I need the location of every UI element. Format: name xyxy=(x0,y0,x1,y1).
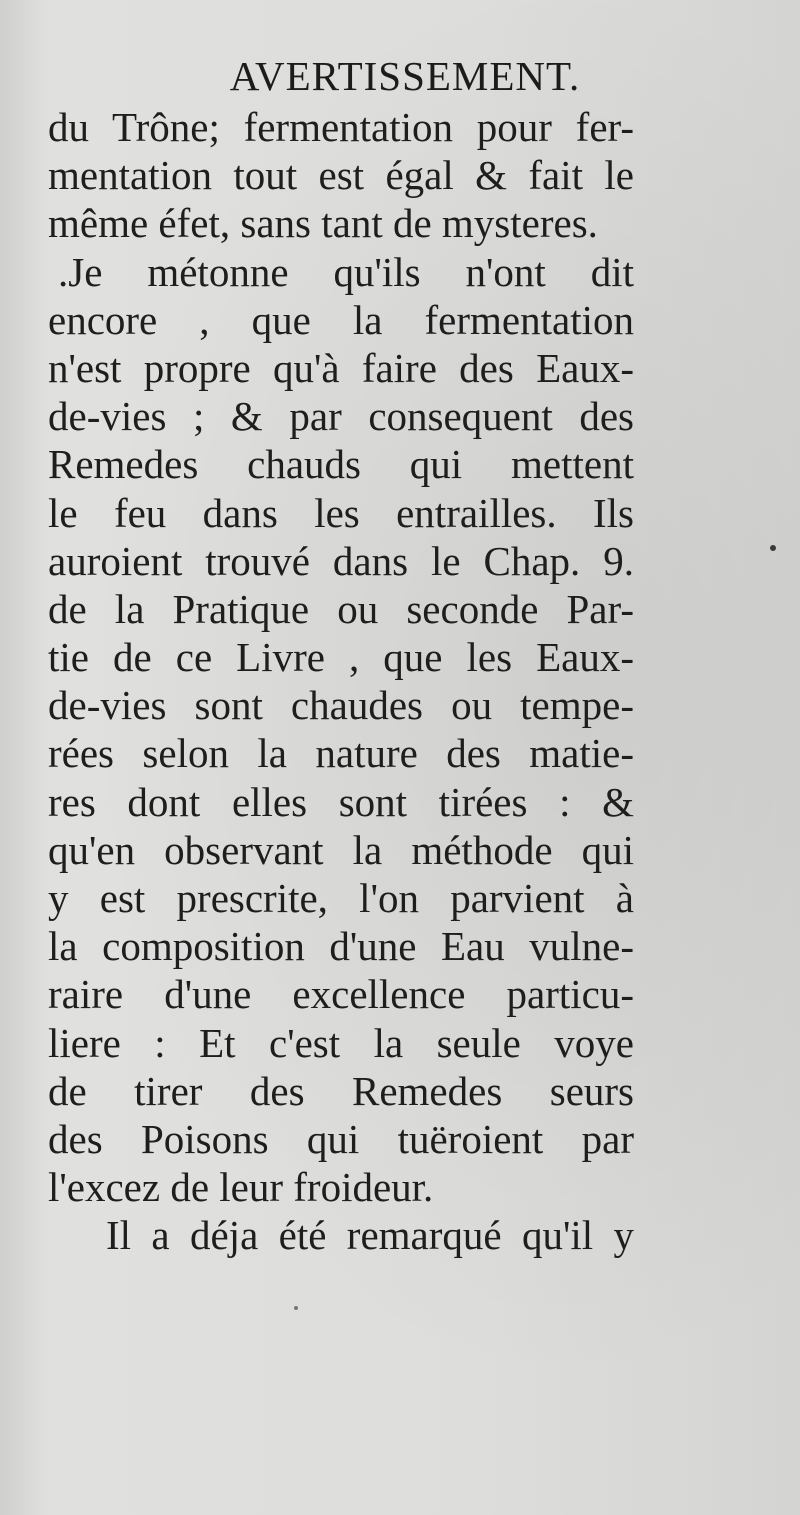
text-line: l'excez de leur froideur. xyxy=(48,1164,434,1211)
text-line: y est prescrite, l'on parvient à xyxy=(48,875,634,921)
text-line: n'est propre qu'à faire des Eaux- xyxy=(48,344,634,391)
text-line: du Trône; fermentation pour fer- xyxy=(48,104,634,150)
ink-speck xyxy=(770,545,776,551)
text-line: qu'en observant la méthode qui xyxy=(48,826,634,873)
text-line: de-vies sont chaudes ou tempe- xyxy=(48,682,634,729)
text-line: rées selon la nature des matie- xyxy=(48,730,634,777)
text-line: auroient trouvé dans le Chap. 9. xyxy=(48,537,634,584)
text-line: encore , que la fermentation xyxy=(48,296,634,343)
text-line: de-vies ; & par consequent des xyxy=(48,393,634,440)
text-line: .Je métonne qu'ils n'ont dit xyxy=(58,248,634,295)
text-line: même éfet, sans tant de mysteres. xyxy=(48,200,598,247)
ink-speck xyxy=(294,1306,298,1310)
text-line: raire d'une excellence particu- xyxy=(48,971,634,1018)
body-text xyxy=(48,103,634,1260)
text-line: Il a déja été remarqué qu'il y xyxy=(106,1212,634,1259)
text-line: Remedes chauds qui mettent xyxy=(48,441,634,488)
running-head: AVERTISSEMENT. xyxy=(229,53,581,99)
text-line: de tirer des Remedes seurs xyxy=(48,1067,634,1114)
text-line: tie de ce Livre , que les Eaux- xyxy=(48,634,634,681)
text-line: des Poisons qui tuëroient par xyxy=(48,1115,634,1162)
text-line: la composition d'une Eau vulne- xyxy=(48,923,634,970)
text-line: res dont elles sont tirées : & xyxy=(48,778,634,825)
text-line: de la Pratique ou seconde Par- xyxy=(48,585,634,632)
text-line: liere : Et c'est la seule voye xyxy=(48,1019,634,1066)
text-line: mentation tout est égal & fait le xyxy=(48,152,634,199)
text-line: le feu dans les entrailles. Ils xyxy=(48,489,634,536)
